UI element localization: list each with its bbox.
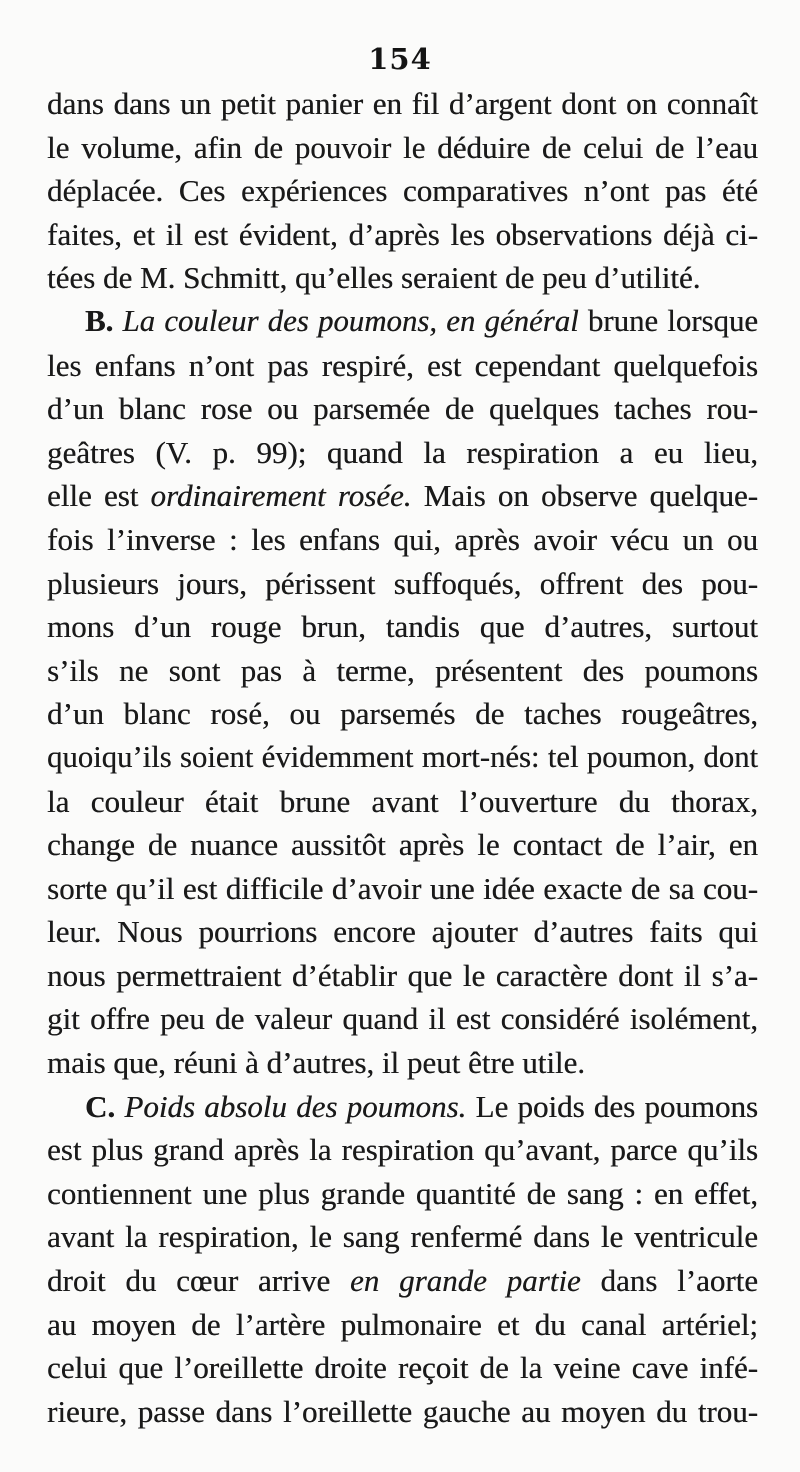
section-marker: C.	[85, 1088, 116, 1124]
text-line: s’ils ne sont pas à terme, présentent des poumons	[47, 652, 758, 688]
text-line: plusieurs jours, périssent suffoqués, offrent des pou-	[47, 565, 758, 601]
text-line: faites, et il est évident, d’après les observations déjà ci-	[47, 216, 758, 252]
section-heading-line: C. Poids absolu des poumons. Le poids des poumons	[85, 1088, 758, 1124]
text-line: sorte qu’il est difficile d’avoir une idée exacte de sa cou-	[47, 870, 758, 906]
text-line: est plus grand après la respiration qu’avant, parce qu’ils	[47, 1132, 758, 1168]
text-line: mais que, réuni à d’autres, il peut être utile.	[47, 1045, 586, 1081]
section-heading-line: B. La couleur des poumons, en général brune lorsque	[85, 303, 758, 338]
text-line: les enfans n’ont pas respiré, est cependant quelquefois	[47, 347, 758, 383]
text-line: droit du cœur arrive en grande partie dans l’aorte	[47, 1263, 758, 1299]
text-line: geâtres (V. p. 99); quand la respiration a eu lieu,	[47, 434, 758, 470]
page-number: 154	[368, 42, 432, 76]
text-line: nous permettraient d’établir que le caractère dont il s’a-	[47, 957, 758, 993]
text-line: quoiqu’ils soient évidemment mort-nés: tel poumon, dont	[47, 739, 758, 774]
text-line: d’un blanc rosé, ou parsemés de taches rougeâtres,	[47, 696, 758, 732]
text-line: dans dans un petit panier en fil d’argent dont on connaît	[47, 86, 758, 121]
section-marker: B.	[85, 303, 114, 338]
text-line: le volume, afin de pouvoir le déduire de celui de l’eau	[47, 129, 758, 165]
text-line: celui que l’oreillette droite reçoit de la veine cave infé-	[47, 1350, 758, 1386]
text-line: contiennent une plus grande quantité de sang : en effet,	[47, 1175, 758, 1211]
section-title: La couleur des poumons, en général	[122, 303, 579, 338]
body-text	[47, 82, 758, 1433]
text-line: git offre peu de valeur quand il est considéré isolément,	[47, 1001, 758, 1037]
emphasis: en grande partie	[349, 1263, 581, 1299]
text-line: tées de M. Schmitt, qu’elles seraient de peu d’utilité.	[47, 260, 701, 296]
text-line: rieure, passe dans l’oreillette gauche au moyen du trou-	[47, 1393, 758, 1429]
text-line: la couleur était brune avant l’ouverture du thorax,	[47, 783, 758, 819]
text-line: fois l’inverse : les enfans qui, après avoir vécu un ou	[47, 521, 758, 557]
text-line: mons d’un rouge brun, tandis que d’autres, surtout	[47, 609, 758, 645]
emphasis: ordinairement rosée.	[150, 478, 412, 514]
text-line: déplacée. Ces expériences comparatives n’ont pas été	[47, 173, 758, 209]
text-line: d’un blanc rose ou parsemée de quelques taches rou-	[47, 391, 758, 427]
section-title: Poids absolu des poumons.	[124, 1088, 467, 1124]
text-line: elle est ordinairement rosée. Mais on observe quelque-	[47, 478, 758, 514]
text-line: au moyen de l’artère pulmonaire et du canal artériel;	[47, 1306, 758, 1342]
text-line: leur. Nous pourrions encore ajouter d’autres faits qui	[47, 914, 758, 950]
text-line: avant la respiration, le sang renfermé dans le ventricule	[47, 1219, 758, 1255]
text-line: change de nuance aussitôt après le contact de l’air, en	[47, 827, 758, 863]
